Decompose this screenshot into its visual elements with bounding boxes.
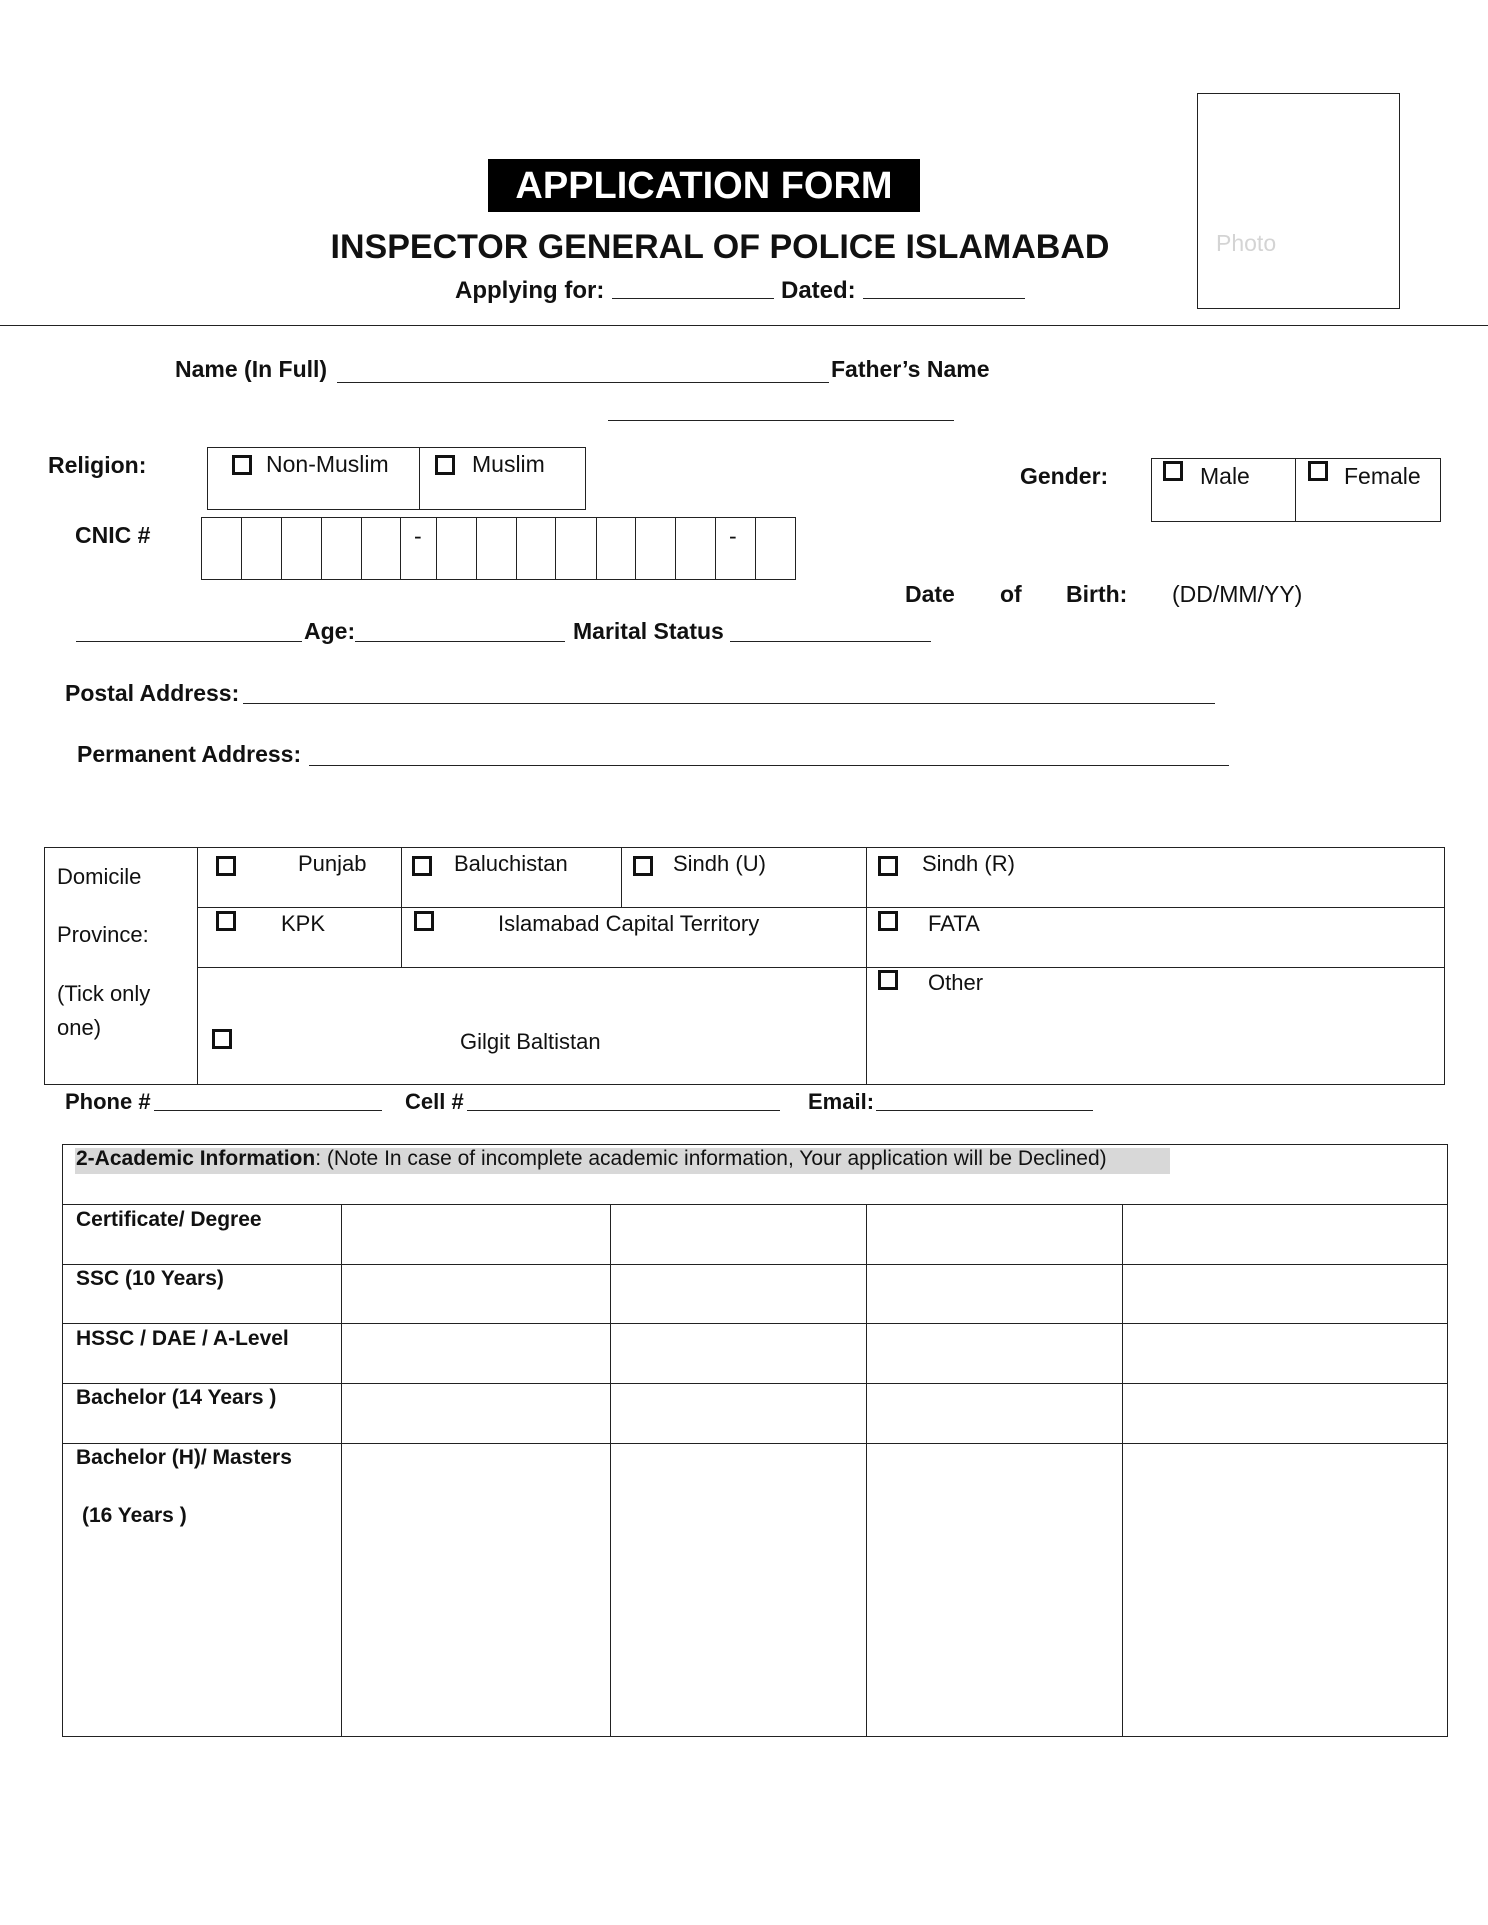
cnic-cell-divider: [635, 517, 636, 580]
academic-row-divider: [62, 1204, 1448, 1205]
cnic-cell-divider: [436, 517, 437, 580]
gender-male-label: Male: [1200, 463, 1250, 489]
domicile-punjab-checkbox[interactable]: [216, 856, 236, 876]
domicile-label: Domicile: [57, 864, 142, 889]
academic-row-label: HSSC / DAE / A-Level: [76, 1327, 289, 1350]
cnic-digit-boxes[interactable]: [201, 517, 796, 580]
domicile-other-label: Other: [928, 970, 984, 995]
academic-row-label: Bachelor (H)/ Masters: [76, 1446, 292, 1469]
domicile-sindh-r-checkbox[interactable]: [878, 856, 898, 876]
cnic-cell-divider: [400, 517, 401, 580]
father-name-label: Father’s Name: [831, 356, 990, 382]
cnic-cell-divider: [596, 517, 597, 580]
domicile-fata-label: FATA: [928, 911, 980, 936]
domicile-col-divider: [866, 847, 867, 1085]
cnic-cell-divider: [516, 517, 517, 580]
cnic-cell-divider: [241, 517, 242, 580]
academic-row-label-cont: (16 Years ): [82, 1504, 187, 1527]
domicile-baluchistan-label: Baluchistan: [454, 851, 568, 876]
domicile-row-divider: [197, 907, 1445, 908]
religion-non-muslim-checkbox[interactable]: [232, 455, 252, 475]
domicile-fata-checkbox[interactable]: [878, 911, 898, 931]
domicile-sindh-u-checkbox[interactable]: [633, 856, 653, 876]
academic-col-divider: [866, 1204, 867, 1737]
domicile-kpk-checkbox[interactable]: [216, 911, 236, 931]
phone-label: Phone #: [65, 1089, 151, 1114]
dob-label-date: Date: [905, 581, 955, 607]
organization-name: INSPECTOR GENERAL OF POLICE ISLAMABAD: [330, 228, 1110, 266]
academic-table: [62, 1144, 1448, 1737]
religion-non-muslim-label: Non-Muslim: [266, 451, 389, 477]
academic-col-divider: [610, 1204, 611, 1737]
dob-field[interactable]: [76, 641, 302, 642]
marital-status-label: Marital Status: [573, 618, 724, 644]
religion-label: Religion:: [48, 452, 147, 478]
domicile-table: [44, 847, 1445, 1085]
academic-col-divider: [341, 1204, 342, 1737]
domicile-ict-label: Islamabad Capital Territory: [498, 911, 760, 936]
marital-status-field[interactable]: [730, 641, 931, 642]
domicile-sindh-u-label: Sindh (U): [673, 851, 766, 876]
name-label: Name (In Full): [175, 356, 328, 382]
applying-for-label: Applying for:: [455, 277, 605, 304]
academic-row-label: Bachelor (14 Years ): [76, 1386, 277, 1409]
gender-female-label: Female: [1344, 463, 1421, 489]
domicile-gilgit-label: Gilgit Baltistan: [460, 1029, 601, 1054]
form-title: APPLICATION FORM: [515, 165, 893, 207]
cnic-separator: -: [729, 523, 737, 549]
cnic-cell-divider: [715, 517, 716, 580]
dated-field[interactable]: [863, 298, 1025, 299]
domicile-other-checkbox[interactable]: [878, 970, 898, 990]
cell-label: Cell #: [405, 1089, 464, 1114]
dated-label: Dated:: [781, 277, 856, 304]
header-divider: [0, 325, 1488, 326]
domicile-kpk-label: KPK: [281, 911, 326, 936]
academic-row-divider: [62, 1323, 1448, 1324]
age-field[interactable]: [355, 641, 565, 642]
religion-muslim-checkbox[interactable]: [435, 455, 455, 475]
academic-note: : (Note In case of incomplete academic information, Your application will be Declined): [315, 1147, 1107, 1170]
cnic-label: CNIC #: [75, 522, 151, 548]
name-field[interactable]: [337, 382, 829, 383]
tick-only-label: (Tick only: [57, 981, 151, 1006]
academic-heading-row: [76, 1147, 1107, 1171]
cell-field[interactable]: [467, 1110, 780, 1111]
dob-format-hint: (DD/MM/YY): [1172, 581, 1303, 607]
father-name-field[interactable]: [608, 420, 954, 421]
domicile-baluchistan-checkbox[interactable]: [412, 856, 432, 876]
domicile-sindh-r-label: Sindh (R): [922, 851, 1015, 876]
domicile-col-divider: [621, 847, 622, 907]
domicile-ict-checkbox[interactable]: [414, 911, 434, 931]
gender-label: Gender:: [1020, 463, 1109, 489]
permanent-address-label: Permanent Address:: [77, 741, 302, 767]
permanent-address-field[interactable]: [309, 765, 1229, 766]
age-label: Age:: [304, 618, 356, 644]
postal-address-label: Postal Address:: [65, 680, 240, 706]
academic-col-divider: [1122, 1204, 1123, 1737]
cnic-separator: -: [414, 523, 422, 549]
academic-row-divider: [62, 1264, 1448, 1265]
province-label: Province:: [57, 922, 149, 947]
photo-box[interactable]: [1197, 93, 1400, 309]
cnic-cell-divider: [476, 517, 477, 580]
cnic-cell-divider: [555, 517, 556, 580]
cnic-cell-divider: [361, 517, 362, 580]
domicile-punjab-label: Punjab: [298, 851, 367, 876]
applying-for-field[interactable]: [612, 298, 774, 299]
cnic-cell-divider: [281, 517, 282, 580]
photo-placeholder: Photo: [1216, 230, 1277, 256]
domicile-label-divider: [197, 847, 198, 1085]
cnic-cell-divider: [675, 517, 676, 580]
academic-row-divider: [62, 1383, 1448, 1384]
cnic-cell-divider: [755, 517, 756, 580]
dob-label-birth: Birth:: [1066, 581, 1128, 607]
email-field[interactable]: [876, 1110, 1093, 1111]
academic-heading: 2-Academic Information: [76, 1147, 316, 1170]
gender-male-checkbox[interactable]: [1163, 461, 1183, 481]
email-label: Email:: [808, 1089, 875, 1114]
dob-label-of: of: [1000, 581, 1022, 607]
domicile-row-divider: [197, 967, 1445, 968]
gender-female-checkbox[interactable]: [1308, 461, 1328, 481]
academic-row-label: Certificate/ Degree: [76, 1208, 262, 1231]
tick-only-label-cont: one): [57, 1015, 102, 1040]
religion-muslim-label: Muslim: [472, 451, 545, 477]
postal-address-field[interactable]: [243, 703, 1215, 704]
phone-field[interactable]: [154, 1110, 382, 1111]
religion-divider: [419, 447, 420, 510]
domicile-gilgit-checkbox[interactable]: [212, 1029, 232, 1049]
gender-divider: [1295, 458, 1296, 522]
academic-row-divider: [62, 1443, 1448, 1444]
academic-row-label: SSC (10 Years): [76, 1267, 224, 1290]
cnic-cell-divider: [321, 517, 322, 580]
